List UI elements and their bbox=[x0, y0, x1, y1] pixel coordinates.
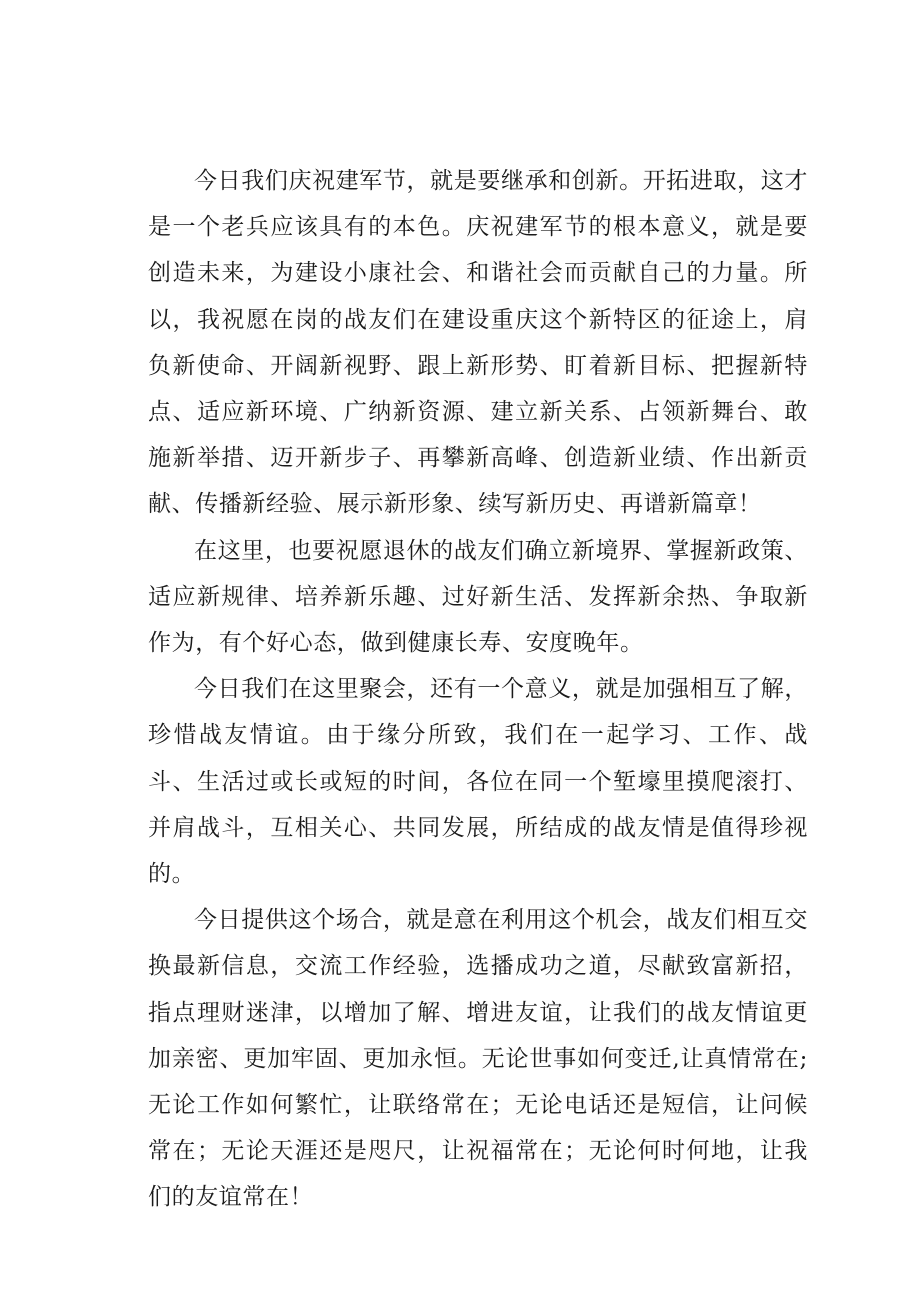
paragraph-gathering-meaning: 今日我们在这里聚会，还有一个意义，就是加强相互了解，珍惜战友情谊。由于缘分所致，我们在一起学习、工作、战斗、生活过或长或短的时间，各位在同一个堑壕里摸爬滚打、并肩战斗，互相关心、共同发展，所结成的战友情是值得珍视的。 bbox=[148, 676, 808, 888]
paragraph-celebration: 今日我们庆祝建军节，就是要继承和创新。开拓进取，这才是一个老兵应该具有的本色。庆祝建军节的根本意义，就是要创造未来，为建设小康社会、和谐社会而贡献自己的力量。所以，我祝愿在岗的战友们在建设重庆这个新特区的征途上，肩负新使命、开阔新视野、跟上新形势、盯着新目标、把握新特点、适应新环境、广纳新资源、建立新关系、占领新舞台、敢施新举措、迈开新步子、再攀新高峰、创造新业绩、作出新贡献、传播新经验、展示新形象、续写新历史、再谱新篇章！ bbox=[148, 168, 808, 518]
paragraph-exchange-friendship: 今日提供这个场合，就是意在利用这个机会，战友们相互交换最新信息，交流工作经验，选播成功之道，尽献致富新招，指点理财迷津，以增加了解、增进友谊，让我们的战友情谊更加亲密、更加牢固、更加永恒。无论世事如何变迁,让真情常在;无论工作如何繁忙，让联络常在；无论电话还是短信，让问候常在；无论天涯还是咫尺，让祝福常在；无论何时何地，让我们的友谊常在！ bbox=[148, 907, 808, 1211]
paragraph-retired-comrades: 在这里，也要祝愿退休的战友们确立新境界、掌握新政策、适应新规律、培养新乐趣、过好新生活、发挥新余热、争取新作为，有个好心态，做到健康长寿、安度晚年。 bbox=[148, 537, 808, 657]
document-body bbox=[148, 158, 808, 1221]
